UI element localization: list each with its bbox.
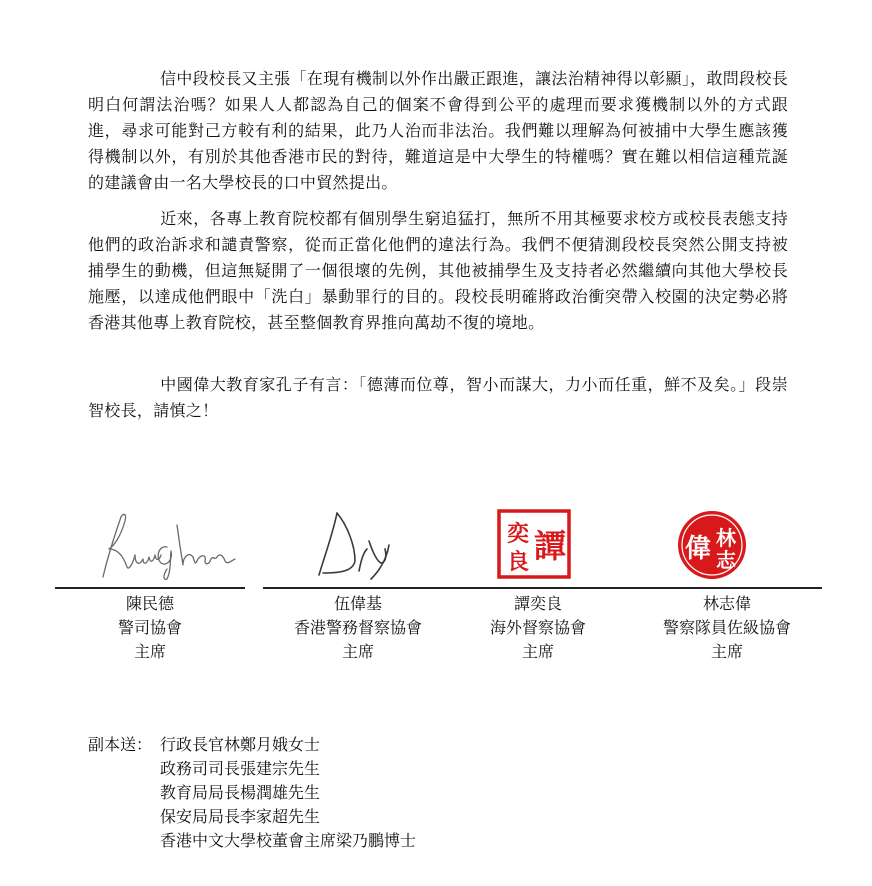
signatory-name: 林志偉 — [702, 594, 751, 613]
signatory-block-1 — [55, 505, 245, 665]
cc-recipient: 保安局局長李家超先生 — [160, 807, 321, 826]
signatory-details — [263, 592, 453, 664]
letter-paragraph-2 — [88, 206, 788, 336]
svg-text:良: 良 — [506, 549, 530, 575]
signature-line — [55, 587, 245, 589]
signatory-organization: 警察隊員佐級協會 — [662, 618, 791, 637]
signatory-block-4 — [632, 505, 822, 665]
signature-line — [632, 587, 822, 589]
signatory-details — [632, 592, 822, 664]
handwritten-signature-icon — [263, 505, 453, 585]
signatory-name: 陳民德 — [125, 594, 174, 613]
svg-text:偉: 偉 — [684, 534, 712, 564]
signatory-details — [443, 592, 633, 664]
signatory-title: 主席 — [521, 642, 554, 661]
letter-paragraph-3 — [88, 372, 788, 424]
handwritten-signature-icon — [55, 505, 245, 585]
svg-text:奕: 奕 — [506, 521, 530, 547]
signatory-block-2 — [263, 505, 453, 665]
signatory-title: 主席 — [710, 642, 743, 661]
signatory-organization: 警司協會 — [117, 618, 182, 637]
signatory-block-3 — [443, 505, 633, 665]
round-seal-icon — [632, 505, 822, 585]
svg-text:譚: 譚 — [533, 527, 567, 565]
cc-list — [88, 733, 416, 853]
signatory-organization: 香港警務督察協會 — [293, 618, 422, 637]
cc-recipient: 香港中文大學校董會主席梁乃鵬博士 — [160, 831, 417, 850]
signatory-title: 主席 — [341, 642, 374, 661]
signatory-organization: 海外督察協會 — [489, 618, 586, 637]
signatory-name: 譚奕良 — [513, 594, 562, 613]
paragraph-text: 近來，各專上教育院校都有個別學生窮追猛打，無所不用其極要求校方或校長表態支持他們的政治訴求和譴責警察，從而正當化他們的違法行為。我們不便猜測段校長突然公開支持被捕學生的動機，但這無疑開了一個很壞的先例，其他被捕學生及支持者必然繼續向其他大學校長施壓，以達成他們眼中「洗白」暴動罪行的目的。段校長明確將政治衝突帶入校園的決定勢必將香港其他專上教育院校，甚至整個教育界推向萬劫不復的境地。 — [88, 209, 788, 332]
paragraph-text: 中國偉大教育家孔子有言：「德薄而位尊，智小而謀大，力小而任重，鮮不及矣。」段崇智校長，請慎之！ — [88, 375, 788, 420]
signatory-details — [55, 592, 245, 664]
svg-text:林: 林 — [716, 526, 736, 550]
cc-recipient: 政務司司長張建宗先生 — [160, 759, 321, 778]
paragraph-text: 信中段校長又主張「在現有機制以外作出嚴正跟進，讓法治精神得以彰顯」，敢問段校長明白何謂法治嗎？如果人人都認為自己的個案不會得到公平的處理而要求獲機制以外的方式跟進，尋求可能對己方較有利的結果，此乃人治而非法治。我們難以理解為何被捕中大學生應該獲得機制以外，有別於其他香港市民的對待，難道這是中大學生的特權嗎？實在難以相信這種荒誕的建議會由一名大學校長的口中貿然提出。 — [88, 69, 788, 192]
signatory-name: 伍偉基 — [333, 594, 382, 613]
square-seal-icon — [443, 505, 633, 585]
svg-text:志: 志 — [716, 548, 736, 572]
signatory-title: 主席 — [133, 642, 166, 661]
cc-first-row — [88, 733, 416, 757]
cc-recipient: 行政長官林鄭月娥女士 — [160, 735, 321, 754]
cc-recipient: 教育局局長楊潤雄先生 — [160, 783, 321, 802]
signature-line — [263, 587, 453, 589]
cc-label: 副本送： — [88, 735, 153, 754]
letter-paragraph-1 — [88, 66, 788, 196]
signature-line — [443, 587, 633, 589]
